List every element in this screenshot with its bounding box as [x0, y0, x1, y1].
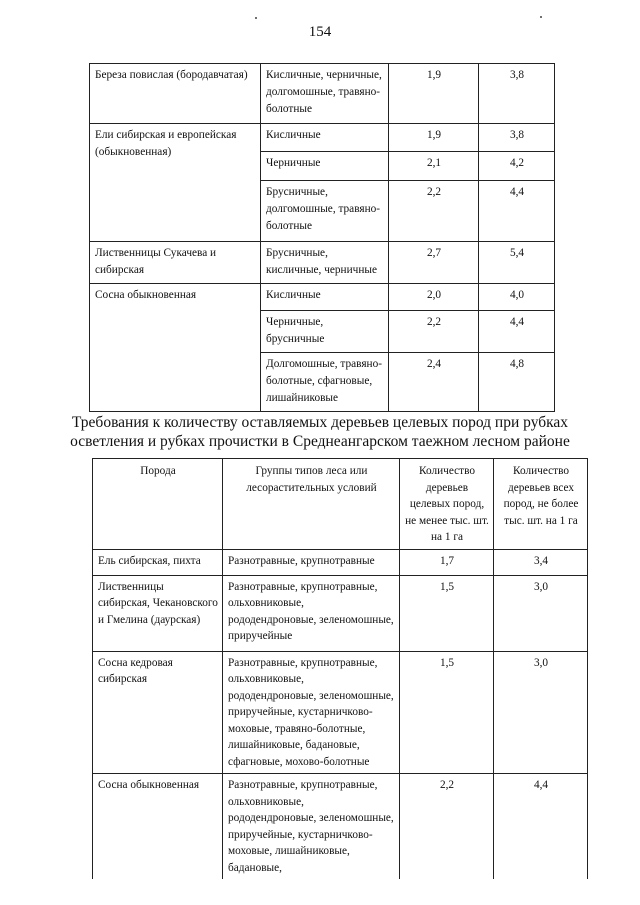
max-count-cell: 4,2 [479, 152, 555, 181]
max-count-cell: 4,4 [479, 181, 555, 242]
forest-table-2 [92, 458, 588, 879]
forest-type-cell: Черничные [261, 152, 389, 181]
species-cell: Сосна обыкновенная [90, 284, 261, 412]
max-count-cell: 3,0 [494, 575, 588, 651]
table-row [93, 549, 588, 575]
forest-table-1 [89, 63, 555, 412]
table-header-row [93, 459, 588, 550]
forest-type-cell: Кисличные [261, 124, 389, 152]
header-max-count: Количество деревьев всех пород, не более тыс. шт. на 1 га [494, 459, 588, 550]
header-species: Порода [93, 459, 223, 550]
table-row [90, 124, 555, 152]
max-count-cell: 4,0 [479, 284, 555, 311]
table-row [93, 651, 588, 774]
forest-type-cell: Разнотравные, крупнотравные, ольховниковые, рододендроновые, зеленомошные, приручейные [223, 575, 400, 651]
min-count-cell: 2,2 [389, 181, 479, 242]
table-row [93, 774, 588, 880]
max-count-cell: 3,4 [494, 549, 588, 575]
min-count-cell: 2,1 [389, 152, 479, 181]
min-count-cell: 1,9 [389, 124, 479, 152]
max-count-cell: 3,8 [479, 124, 555, 152]
forest-type-cell: Брусничные, долгомошные, травяно-болотные [261, 181, 389, 242]
scan-speck [540, 16, 542, 18]
min-count-cell: 2,2 [389, 311, 479, 353]
max-count-cell: 4,4 [494, 774, 588, 880]
max-count-cell: 3,0 [494, 651, 588, 774]
min-count-cell: 2,4 [389, 353, 479, 412]
page-number: 154 [308, 24, 332, 40]
min-count-cell: 1,5 [400, 651, 494, 774]
scan-speck [255, 17, 257, 19]
forest-type-cell: Брусничные, кисличные, черничные [261, 242, 389, 284]
forest-type-cell: Кисличные, черничные, долгомошные, травяно-болотные [261, 64, 389, 124]
species-cell: Сосна обыкновенная [93, 774, 223, 880]
forest-type-cell: Разнотравные, крупнотравные, ольховниковые, рододендроновые, зеленомошные, приручейные, кустарничково-моховые, травяно-болотные, лишайниковые, бадановые, сфагновые, мохово-болотные [223, 651, 400, 774]
header-forest-type: Группы типов леса или лесорастительных условий [223, 459, 400, 550]
min-count-cell: 2,0 [389, 284, 479, 311]
header-min-count: Количество деревьев целевых пород, не менее тыс. шт. на 1 га [400, 459, 494, 550]
max-count-cell: 5,4 [479, 242, 555, 284]
species-cell: Ели сибирская и европейская (обыкновенная) [90, 124, 261, 242]
max-count-cell: 4,8 [479, 353, 555, 412]
table-row [93, 575, 588, 651]
min-count-cell: 2,7 [389, 242, 479, 284]
table-row [90, 284, 555, 311]
forest-type-cell: Разнотравные, крупнотравные [223, 549, 400, 575]
species-cell: Сосна кедровая сибирская [93, 651, 223, 774]
species-cell: Лиственницы сибирская, Чекановского и Гмелина (даурская) [93, 575, 223, 651]
max-count-cell: 4,4 [479, 311, 555, 353]
min-count-cell: 1,7 [400, 549, 494, 575]
forest-type-cell: Кисличные [261, 284, 389, 311]
species-cell: Лиственницы Сукачева и сибирская [90, 242, 261, 284]
species-cell: Ель сибирская, пихта [93, 549, 223, 575]
forest-type-cell: Черничные, брусничные [261, 311, 389, 353]
section-heading: Требования к количеству оставляемых деревьев целевых пород при рубках осветления и рубках прочистки в Среднеангарском таежном лесном районе [70, 414, 570, 450]
max-count-cell: 3,8 [479, 64, 555, 124]
table-row [90, 64, 555, 124]
min-count-cell: 2,2 [400, 774, 494, 880]
species-cell: Береза повислая (бородавчатая) [90, 64, 261, 124]
min-count-cell: 1,9 [389, 64, 479, 124]
forest-type-cell: Долгомошные, травяно-болотные, сфагновые, лишайниковые [261, 353, 389, 412]
forest-type-cell: Разнотравные, крупнотравные, ольховниковые, рододендроновые, зеленомошные, приручейные, кустарничково-моховые, лишайниковые, бадановые, [223, 774, 400, 880]
min-count-cell: 1,5 [400, 575, 494, 651]
table-row [90, 242, 555, 284]
